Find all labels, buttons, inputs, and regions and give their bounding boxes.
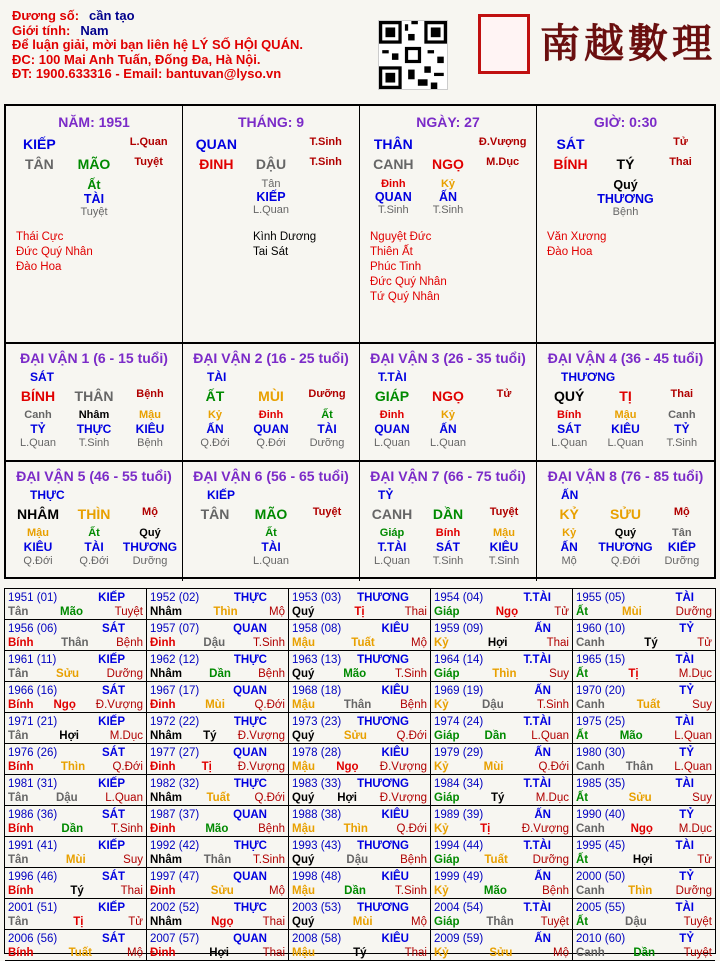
gender-line: Giới tính: Nam: [12, 22, 109, 38]
year-cell: 1997 (47) QUAN Đinh Sửu Mộ: [147, 868, 289, 899]
year-cell: 1967 (17) QUAN Đinh Mùi Q.Đới: [147, 682, 289, 713]
year-cell: 1981 (31) KIẾP Tân Dậu L.Quan: [5, 775, 147, 806]
dai-van-title: ĐẠI VẬN 7 (66 - 75 tuổi): [370, 468, 526, 484]
year-cell: 1991 (41) KIẾP Tân Mùi Suy: [5, 837, 147, 868]
year-cell: 1953 (03) THƯƠNG Quý Tị Thai: [289, 589, 431, 620]
year-cell: 1992 (42) THỰC Nhâm Thân T.Sinh: [147, 837, 289, 868]
year-cell: 1990 (40) TỶ Canh Ngọ M.Dục: [573, 806, 715, 837]
year-cell: 1958 (08) KIÊU Mậu Tuất Mộ: [289, 620, 431, 651]
dai-van-god: T.TÀI: [378, 370, 407, 384]
year-cell: 2006 (56) SÁT Bính Tuất Mộ: [5, 930, 147, 961]
dai-van-god: THỰC: [30, 488, 65, 502]
pillar-year: NĂM: 1951 KIẾP L.Quan TÂN MÃO Tuyệt Ất TÀI Tuyệt Thái Cực Đức Quý Nhân Đào Hoa: [6, 106, 183, 344]
pillar-notes: Thái Cực Đức Quý Nhân Đào Hoa: [16, 231, 93, 273]
year-cell: 1963 (13) THƯƠNG Quý Mão T.Sinh: [289, 651, 431, 682]
year-cell: 1974 (24) T.TÀI Giáp Dần L.Quan: [431, 713, 573, 744]
dai-van-title: ĐẠI VẬN 5 (46 - 55 tuổi): [16, 468, 172, 484]
year-cell: 1960 (10) TỶ Canh Tý Tử: [573, 620, 715, 651]
bazi-chart: [4, 104, 716, 579]
dai-van-title: ĐẠI VẬN 1 (6 - 15 tuổi): [20, 350, 168, 366]
year-cell: 1952 (02) THỰC Nhâm Thìn Mộ: [147, 589, 289, 620]
dai-van-title: ĐẠI VẬN 3 (26 - 35 tuổi): [370, 350, 526, 366]
year-cell: 1972 (22) THỰC Nhâm Tý Đ.Vượng: [147, 713, 289, 744]
dai-van-god: ẤN: [561, 488, 579, 502]
year-cell: 1978 (28) KIÊU Mậu Ngọ Đ.Vượng: [289, 744, 431, 775]
year-cell: 1996 (46) SÁT Bính Tý Thai: [5, 868, 147, 899]
year-cell: 2004 (54) T.TÀI Giáp Thân Tuyệt: [431, 899, 573, 930]
year-cell: 1993 (43) THƯƠNG Quý Dậu Bệnh: [289, 837, 431, 868]
year-cell: 1983 (33) THƯƠNG Quý Hợi Đ.Vượng: [289, 775, 431, 806]
year-cell: 1980 (30) TỶ Canh Thân L.Quan: [573, 744, 715, 775]
year-cell: 1955 (05) TÀI Ất Mùi Dưỡng: [573, 589, 715, 620]
year-cell: 1979 (29) ẤN Kỷ Mùi Q.Đới: [431, 744, 573, 775]
year-cell: 1984 (34) T.TÀI Giáp Tý M.Dục: [431, 775, 573, 806]
year-cell: 1966 (16) SÁT Bính Ngọ Đ.Vượng: [5, 682, 147, 713]
dai-van-7: ĐẠI VẬN 7 (66 - 75 tuổi) TỶ CANH DẦN Tuyệt Giáp T.TÀI L.Quan Bính SÁT T.Sinh Mậu KIÊU T.Sinh: [360, 462, 537, 581]
year-cell: 1975 (25) TÀI Ất Mão L.Quan: [573, 713, 715, 744]
year-cell: 1968 (18) KIÊU Mậu Thân Bệnh: [289, 682, 431, 713]
dai-van-5: ĐẠI VẬN 5 (46 - 55 tuổi) THỰC NHÂM THÌN Mộ Mậu KIÊU Q.Đới Ất TÀI Q.Đới Quý THƯƠNG Dưỡng: [6, 462, 183, 581]
year-cell: 1964 (14) T.TÀI Giáp Thìn Suy: [431, 651, 573, 682]
phone-email-line: ĐT: 1900.633316 - Email: bantuvan@lyso.vn: [12, 66, 282, 81]
seal-stamp: [478, 14, 530, 74]
year-cell: 2010 (60) TỶ Canh Dần Tuyệt: [573, 930, 715, 961]
year-cell: 2009 (59) ẤN Kỷ Sửu Mộ: [431, 930, 573, 961]
dai-van-title: ĐẠI VẬN 4 (36 - 45 tuổi): [547, 350, 704, 366]
dai-van-god: TÀI: [207, 370, 227, 384]
year-cell: 1999 (49) ẤN Kỷ Mão Bệnh: [431, 868, 573, 899]
year-cell: 2007 (57) QUAN Đinh Hợi Thai: [147, 930, 289, 961]
brand-logo: 南越數理: [540, 20, 716, 67]
year-cell: 2008 (58) KIÊU Mậu Tý Thai: [289, 930, 431, 961]
dai-van-6: ĐẠI VẬN 6 (56 - 65 tuổi) KIẾP TÂN MÃO Tuyệt Ất TÀI L.Quan: [183, 462, 360, 581]
dai-van-title: ĐẠI VẬN 2 (16 - 25 tuổi): [193, 350, 349, 366]
year-cell: 1965 (15) TÀI Ất Tị M.Dục: [573, 651, 715, 682]
year-cell: 2003 (53) THƯƠNG Quý Mùi Mộ: [289, 899, 431, 930]
dai-van-3: ĐẠI VẬN 3 (26 - 35 tuổi) T.TÀI GIÁP NGỌ Tử Đinh QUAN L.Quan Kỷ ẤN L.Quan: [360, 344, 537, 462]
pillar-day: NGÀY: 27 THÂN Đ.Vượng CANH NGỌ M.Dục Đinh QUAN T.Sinh Kỷ ẤN T.Sinh Nguyệt Đức Thiên Ất Phúc Tinh Đức Quý Nhân Tứ Quý Nhân: [360, 106, 537, 344]
dai-van-title: ĐẠI VẬN 6 (56 - 65 tuổi): [193, 468, 349, 484]
year-cell: 1987 (37) QUAN Đinh Mão Bệnh: [147, 806, 289, 837]
year-cell: 1998 (48) KIÊU Mậu Dần T.Sinh: [289, 868, 431, 899]
year-cell: 1982 (32) THỰC Nhâm Tuất Q.Đới: [147, 775, 289, 806]
year-cell: 2002 (52) THỰC Nhâm Ngọ Thai: [147, 899, 289, 930]
year-cell: 1995 (45) TÀI Ất Hợi Tử: [573, 837, 715, 868]
gender-value: Nam: [80, 22, 109, 38]
pillar-title: NĂM: 1951: [58, 114, 130, 130]
year-cell: 2005 (55) TÀI Ất Dậu Tuyệt: [573, 899, 715, 930]
year-cell: 1971 (21) KIẾP Tân Hợi M.Dục: [5, 713, 147, 744]
year-cell: 1970 (20) TỶ Canh Tuất Suy: [573, 682, 715, 713]
year-cell: 1973 (23) THƯƠNG Quý Sửu Q.Đới: [289, 713, 431, 744]
year-cell: 1986 (36) SÁT Bính Dần T.Sinh: [5, 806, 147, 837]
dai-van-god: THƯƠNG: [561, 370, 616, 384]
year-cell: 2000 (50) TỶ Canh Thìn Dưỡng: [573, 868, 715, 899]
pillar-month: THÁNG: 9 QUAN T.Sinh ĐINH DẬU T.Sinh Tân KIẾP L.Quan Kình Dương Tai Sát: [183, 106, 360, 344]
year-cell: 2001 (51) KIẾP Tân Tị Tử: [5, 899, 147, 930]
year-cell: 1994 (44) T.TÀI Giáp Tuất Dưỡng: [431, 837, 573, 868]
dai-van-4: ĐẠI VẬN 4 (36 - 45 tuổi) THƯƠNG QUÝ TỊ Thai Bính SÁT L.Quan Mậu KIÊU L.Quan Canh TỶ T.Sinh: [537, 344, 714, 462]
dai-van-2: ĐẠI VẬN 2 (16 - 25 tuổi) TÀI ẤT MÙI Dưỡng Kỷ ẤN Q.Đới Đinh QUAN Q.Đới Ất TÀI Dưỡng: [183, 344, 360, 462]
dai-van-1: ĐẠI VẬN 1 (6 - 15 tuổi) SÁT BÍNH THÂN Bệnh Canh TỶ L.Quan Nhâm THỰC T.Sinh Mậu KIÊU Bệnh: [6, 344, 183, 462]
dai-van-title: ĐẠI VẬN 8 (76 - 85 tuổi): [547, 468, 704, 484]
dai-van-8: ĐẠI VẬN 8 (76 - 85 tuổi) ẤN KỶ SỬU Mộ Kỷ ẤN Mộ Quý THƯƠNG Q.Đới Tân KIẾP Dưỡng: [537, 462, 714, 581]
year-cell: 1988 (38) KIÊU Mậu Thìn Q.Đới: [289, 806, 431, 837]
qr-code[interactable]: [378, 20, 448, 90]
dai-van-god: TỶ: [378, 488, 394, 502]
dai-van-god: KIẾP: [207, 488, 236, 502]
year-cell: 1959 (09) ẤN Kỷ Hợi Thai: [431, 620, 573, 651]
header-info: [12, 9, 352, 82]
year-cell: 1951 (01) KIẾP Tân Mão Tuyệt: [5, 589, 147, 620]
owner-line: Đương số: cần tạo: [12, 8, 135, 23]
year-cell: 1969 (19) ẤN Kỷ Dậu T.Sinh: [431, 682, 573, 713]
year-cell: 1989 (39) ẤN Kỷ Tị Đ.Vượng: [431, 806, 573, 837]
year-grid: [4, 588, 716, 959]
year-cell: 1956 (06) SÁT Bính Thân Bệnh: [5, 620, 147, 651]
dai-van-god: SÁT: [30, 370, 54, 384]
contact-line: Để luận giải, mời bạn liên hệ LÝ SỐ HỘI QUÁN.: [12, 37, 303, 52]
year-cell: 1957 (07) QUAN Đinh Dậu T.Sinh: [147, 620, 289, 651]
address-line: ĐC: 100 Mai Anh Tuấn, Đống Đa, Hà Nội.: [12, 51, 261, 67]
owner-value: cần tạo: [89, 8, 135, 23]
year-cell: 1962 (12) THỰC Nhâm Dần Bệnh: [147, 651, 289, 682]
year-cell: 1976 (26) SÁT Bính Thìn Q.Đới: [5, 744, 147, 775]
year-cell: 1954 (04) T.TÀI Giáp Ngọ Tử: [431, 589, 573, 620]
year-cell: 1961 (11) KIẾP Tân Sửu Dưỡng: [5, 651, 147, 682]
year-cell: 1977 (27) QUAN Đinh Tị Đ.Vượng: [147, 744, 289, 775]
pillar-hour: GIỜ: 0:30 SÁT Tử BÍNH TÝ Thai Quý THƯƠNG Bệnh Văn Xương Đào Hoa: [537, 106, 714, 344]
year-cell: 1985 (35) TÀI Ất Sửu Suy: [573, 775, 715, 806]
